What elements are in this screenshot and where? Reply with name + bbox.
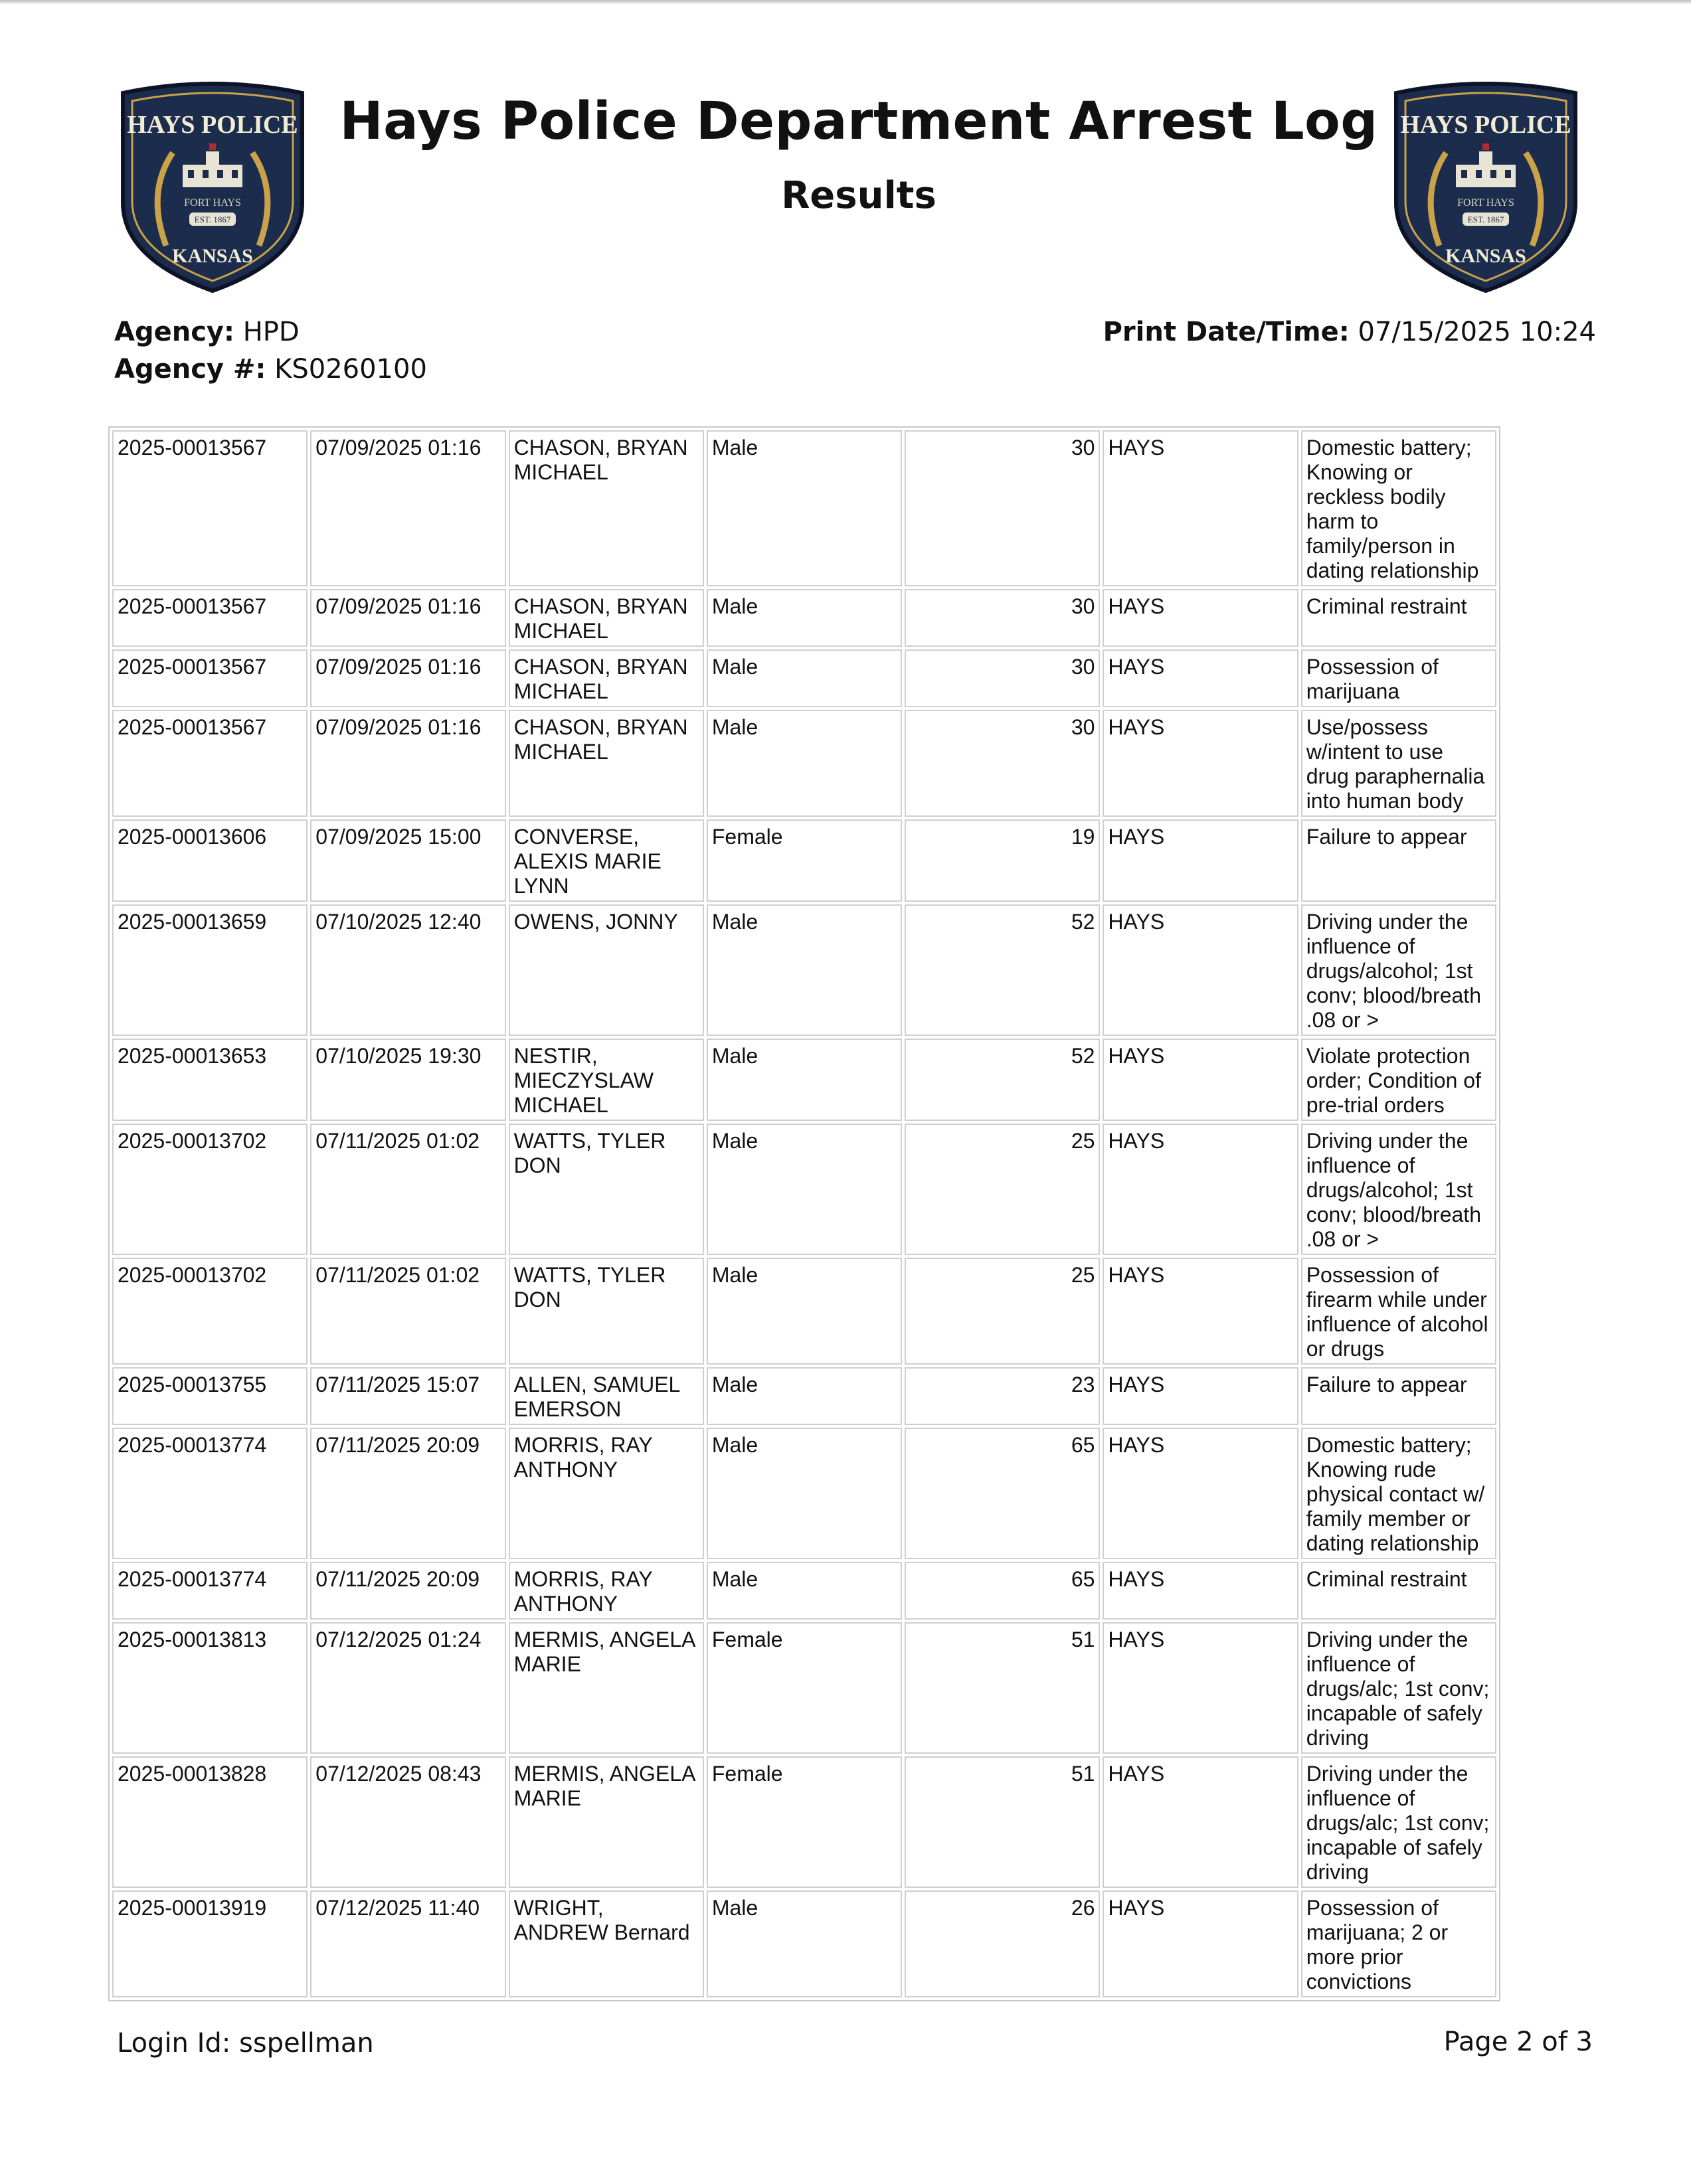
city-cell: HAYS — [1103, 1428, 1298, 1559]
sex-cell: Female — [707, 1622, 902, 1754]
case-number-cell: 2025-00013828 — [112, 1756, 308, 1888]
case-number-cell: 2025-00013567 — [112, 710, 308, 817]
city-cell: HAYS — [1103, 649, 1298, 707]
arrest-datetime-cell: 07/09/2025 01:16 — [310, 710, 505, 817]
table-row — [112, 1428, 1496, 1559]
city-cell: HAYS — [1103, 1258, 1298, 1365]
city-cell: HAYS — [1103, 1890, 1298, 1997]
table-row — [112, 589, 1496, 647]
age-cell: 30 — [905, 649, 1100, 707]
arrestee-name-cell: MORRIS, RAY ANTHONY — [509, 1428, 704, 1559]
case-number-cell: 2025-00013659 — [112, 904, 308, 1036]
charge-cell: Driving under the influence of drugs/alcohol; 1st conv; blood/breath .08 or > — [1301, 904, 1496, 1036]
table-row — [112, 1367, 1496, 1425]
arrestee-name-cell: CONVERSE, ALEXIS MARIE LYNN — [509, 819, 704, 902]
arrest-datetime-cell: 07/12/2025 01:24 — [310, 1622, 505, 1754]
arrest-datetime-cell: 07/10/2025 19:30 — [310, 1039, 505, 1121]
agency-number-line — [114, 351, 427, 388]
sex-cell: Male — [707, 904, 902, 1036]
city-cell: HAYS — [1103, 430, 1298, 586]
table-row — [112, 819, 1496, 902]
sex-cell: Male — [707, 430, 902, 586]
charge-cell: Use/possess w/intent to use drug paraphernalia into human body — [1301, 710, 1496, 817]
badge-bottom-text: KANSAS — [172, 245, 253, 267]
arrestee-name-cell: WATTS, TYLER DON — [509, 1258, 704, 1365]
case-number-cell: 2025-00013774 — [112, 1562, 308, 1620]
charge-cell: Possession of firearm while under influence of alcohol or drugs — [1301, 1258, 1496, 1365]
city-cell: HAYS — [1103, 1039, 1298, 1121]
age-cell: 51 — [905, 1756, 1100, 1888]
table-row — [112, 1039, 1496, 1121]
table-row — [112, 1124, 1496, 1255]
login-id: Login Id: sspellman — [117, 2028, 374, 2058]
city-cell: HAYS — [1103, 819, 1298, 902]
arrest-datetime-cell: 07/10/2025 12:40 — [310, 904, 505, 1036]
charge-cell: Possession of marijuana; 2 or more prior convictions — [1301, 1890, 1496, 1997]
age-cell: 52 — [905, 904, 1100, 1036]
city-cell: HAYS — [1103, 1622, 1298, 1754]
age-cell: 65 — [905, 1428, 1100, 1559]
age-cell: 30 — [905, 589, 1100, 647]
page-subtitle: Results — [781, 174, 936, 217]
age-cell: 65 — [905, 1562, 1100, 1620]
badge-fort-text: FORT HAYS — [184, 197, 241, 209]
age-cell: 26 — [905, 1890, 1100, 1997]
age-cell: 30 — [905, 430, 1100, 586]
print-info — [1103, 313, 1596, 351]
sex-cell: Male — [707, 649, 902, 707]
age-cell: 23 — [905, 1367, 1100, 1425]
charge-cell: Possession of marijuana — [1301, 649, 1496, 707]
city-cell: HAYS — [1103, 710, 1298, 817]
sex-cell: Male — [707, 710, 902, 817]
charge-cell: Domestic battery; Knowing or reckless bodily harm to family/person in dating relationship — [1301, 430, 1496, 586]
age-cell: 25 — [905, 1124, 1100, 1255]
arrestee-name-cell: MERMIS, ANGELA MARIE — [509, 1622, 704, 1754]
sex-cell: Male — [707, 1039, 902, 1121]
agency-label: Agency: — [114, 317, 234, 347]
age-cell: 51 — [905, 1622, 1100, 1754]
sex-cell: Male — [707, 1367, 902, 1425]
charge-cell: Driving under the influence of drugs/alc; 1st conv; incapable of safely driving — [1301, 1622, 1496, 1754]
badge-fort-text: FORT HAYS — [1457, 197, 1514, 209]
case-number-cell: 2025-00013919 — [112, 1890, 308, 1997]
badge-top-text: HAYS POLICE — [1400, 111, 1571, 139]
arrestee-name-cell: WRIGHT, ANDREW Bernard — [509, 1890, 704, 1997]
city-cell: HAYS — [1103, 904, 1298, 1036]
charge-cell: Criminal restraint — [1301, 589, 1496, 647]
scan-edge — [0, 0, 1691, 4]
sex-cell: Male — [707, 1124, 902, 1255]
table-row — [112, 649, 1496, 707]
arrestee-name-cell: CHASON, BRYAN MICHAEL — [509, 589, 704, 647]
arrest-datetime-cell: 07/11/2025 01:02 — [310, 1258, 505, 1365]
arrest-datetime-cell: 07/11/2025 15:07 — [310, 1367, 505, 1425]
charge-cell: Violate protection order; Condition of pre-trial orders — [1301, 1039, 1496, 1121]
arrest-datetime-cell: 07/12/2025 08:43 — [310, 1756, 505, 1888]
charge-cell: Criminal restraint — [1301, 1562, 1496, 1620]
table-row — [112, 1622, 1496, 1754]
arrest-datetime-cell: 07/11/2025 20:09 — [310, 1562, 505, 1620]
table-row — [112, 1258, 1496, 1365]
badge-est-text: EST. 1867 — [1467, 214, 1504, 224]
sex-cell: Male — [707, 1890, 902, 1997]
arrest-datetime-cell: 07/12/2025 11:40 — [310, 1890, 505, 1997]
case-number-cell: 2025-00013653 — [112, 1039, 308, 1121]
table-row — [112, 710, 1496, 817]
arrest-datetime-cell: 07/11/2025 01:02 — [310, 1124, 505, 1255]
arrestee-name-cell: OWENS, JONNY — [509, 904, 704, 1036]
badge-bottom-text: KANSAS — [1445, 245, 1526, 267]
arrestee-name-cell: MORRIS, RAY ANTHONY — [509, 1562, 704, 1620]
arrest-log-table — [108, 426, 1500, 2001]
badge-est-text: EST. 1867 — [194, 214, 231, 224]
case-number-cell: 2025-00013567 — [112, 430, 308, 586]
badge-top-text: HAYS POLICE — [127, 111, 298, 139]
arrest-datetime-cell: 07/09/2025 15:00 — [310, 819, 505, 902]
city-cell: HAYS — [1103, 1367, 1298, 1425]
arrestee-name-cell: CHASON, BRYAN MICHAEL — [509, 649, 704, 707]
arrestee-name-cell: CHASON, BRYAN MICHAEL — [509, 430, 704, 586]
case-number-cell: 2025-00013774 — [112, 1428, 308, 1559]
case-number-cell: 2025-00013755 — [112, 1367, 308, 1425]
age-cell: 25 — [905, 1258, 1100, 1365]
agency-number-value: KS0260100 — [274, 354, 427, 384]
sex-cell: Male — [707, 1258, 902, 1365]
city-cell: HAYS — [1103, 1756, 1298, 1888]
agency-line — [114, 313, 427, 351]
print-datetime-label: Print Date/Time: — [1103, 317, 1350, 347]
case-number-cell: 2025-00013813 — [112, 1622, 308, 1754]
case-number-cell: 2025-00013702 — [112, 1258, 308, 1365]
city-cell: HAYS — [1103, 589, 1298, 647]
case-number-cell: 2025-00013567 — [112, 589, 308, 647]
charge-cell: Driving under the influence of drugs/alc; 1st conv; incapable of safely driving — [1301, 1756, 1496, 1888]
table-row — [112, 430, 1496, 586]
arrest-datetime-cell: 07/09/2025 01:16 — [310, 430, 505, 586]
age-cell: 19 — [905, 819, 1100, 902]
arrestee-name-cell: CHASON, BRYAN MICHAEL — [509, 710, 704, 817]
city-cell: HAYS — [1103, 1124, 1298, 1255]
table-row — [112, 1756, 1496, 1888]
charge-cell: Domestic battery; Knowing rude physical contact w/ family member or dating relationship — [1301, 1428, 1496, 1559]
table-row — [112, 904, 1496, 1036]
sex-cell: Male — [707, 1562, 902, 1620]
sex-cell: Female — [707, 819, 902, 902]
sex-cell: Male — [707, 589, 902, 647]
sex-cell: Female — [707, 1756, 902, 1888]
age-cell: 30 — [905, 710, 1100, 817]
page-number: Page 2 of 3 — [1443, 2027, 1593, 2057]
arrestee-name-cell: WATTS, TYLER DON — [509, 1124, 704, 1255]
arrest-datetime-cell: 07/11/2025 20:09 — [310, 1428, 505, 1559]
charge-cell: Failure to appear — [1301, 819, 1496, 902]
arrest-datetime-cell: 07/09/2025 01:16 — [310, 589, 505, 647]
case-number-cell: 2025-00013567 — [112, 649, 308, 707]
arrestee-name-cell: NESTIR, MIECZYSLAW MICHAEL — [509, 1039, 704, 1121]
case-number-cell: 2025-00013606 — [112, 819, 308, 902]
charge-cell: Driving under the influence of drugs/alcohol; 1st conv; blood/breath .08 or > — [1301, 1124, 1496, 1255]
agency-number-label: Agency #: — [114, 354, 266, 384]
agency-value: HPD — [242, 317, 300, 347]
page-title: Hays Police Department Arrest Log — [339, 92, 1378, 151]
table-row — [112, 1890, 1496, 1997]
arrestee-name-cell: MERMIS, ANGELA MARIE — [509, 1756, 704, 1888]
arrest-datetime-cell: 07/09/2025 01:16 — [310, 649, 505, 707]
table-row — [112, 1562, 1496, 1620]
arrestee-name-cell: ALLEN, SAMUEL EMERSON — [509, 1367, 704, 1425]
charge-cell: Failure to appear — [1301, 1367, 1496, 1425]
print-datetime-value: 07/15/2025 10:24 — [1358, 317, 1596, 347]
case-number-cell: 2025-00013702 — [112, 1124, 308, 1255]
age-cell: 52 — [905, 1039, 1100, 1121]
sex-cell: Male — [707, 1428, 902, 1559]
agency-info — [114, 313, 427, 388]
city-cell: HAYS — [1103, 1562, 1298, 1620]
